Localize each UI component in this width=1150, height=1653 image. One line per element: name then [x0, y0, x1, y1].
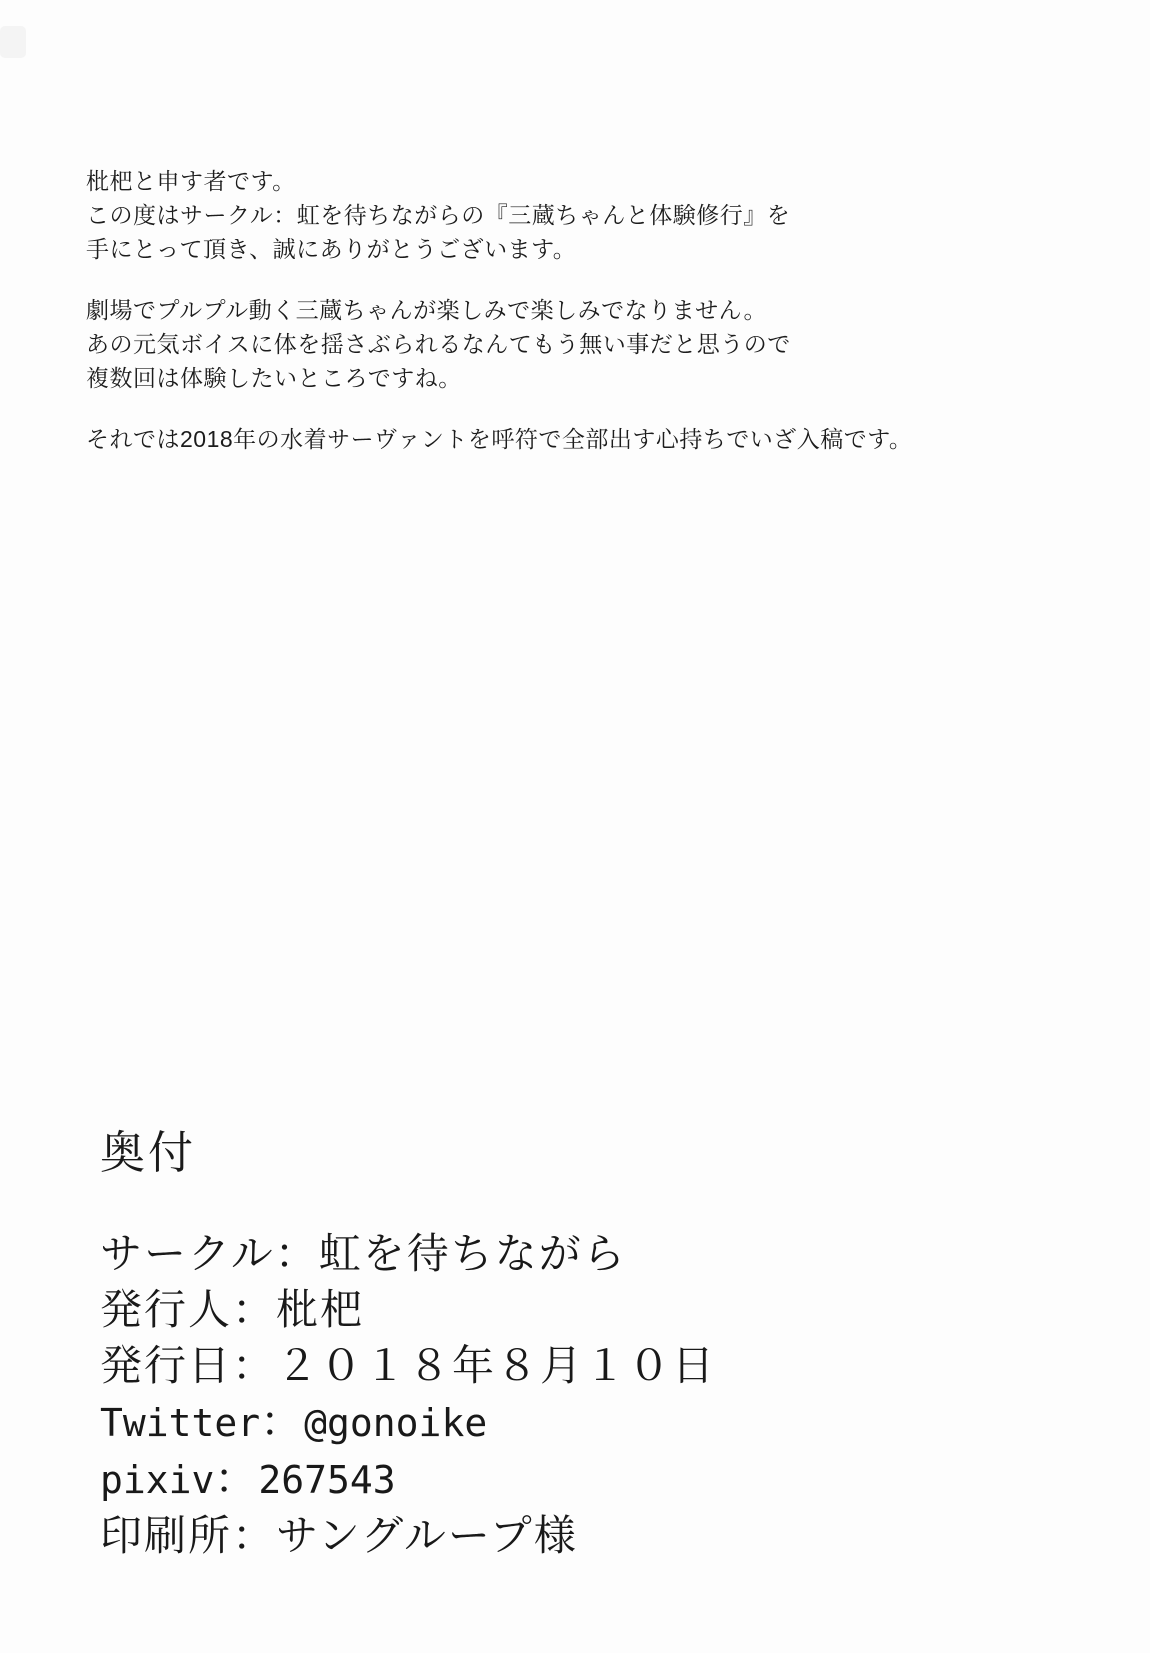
colophon-block	[100, 1226, 716, 1564]
afterword-line: この度はサークル：虹を待ちながらの『三蔵ちゃんと体験修行』を	[86, 202, 791, 228]
colophon-separator: ：	[232, 1286, 277, 1333]
colophon-value: ２０１８年８月１０日	[276, 1342, 717, 1389]
afterword-line: 劇場でプルプル動く三蔵ちゃんが楽しみで楽しみでなりません。	[86, 297, 768, 323]
colophon-value: 枇杷	[276, 1286, 365, 1333]
colophon-row-twitter	[100, 1394, 716, 1451]
colophon-separator: ：	[232, 1342, 277, 1389]
colophon-label: pixiv	[100, 1458, 215, 1502]
colophon-row-printer	[100, 1508, 716, 1564]
colophon-label: サークル	[100, 1230, 275, 1277]
afterword-line: 複数回は体験したいところですね。	[86, 365, 462, 391]
colophon-label: Twitter	[100, 1401, 261, 1445]
colophon-row-circle	[100, 1226, 716, 1282]
colophon-label: 発行日	[100, 1342, 233, 1389]
colophon-separator: ：	[274, 1230, 319, 1277]
colophon-row-pixiv	[100, 1451, 716, 1508]
afterword-paragraph-3	[86, 422, 912, 456]
colophon-heading: 奥付	[100, 1127, 197, 1178]
colophon-separator: ：	[260, 1398, 305, 1445]
colophon-separator: ：	[232, 1512, 277, 1559]
afterword-line: あの元気ボイスに体を揺さぶられるなんてもう無い事だと思うので	[86, 331, 791, 357]
afterword-line: それでは2018年の水着サーヴァントを呼符で全部出す心持ちでいざ入稿です。	[86, 426, 913, 452]
colophon-row-publisher	[100, 1282, 716, 1338]
afterword-line: 枇杷と申す者です。	[86, 168, 296, 194]
afterword-paragraph-2	[86, 293, 912, 395]
colophon-label: 印刷所	[100, 1512, 233, 1559]
afterword-text	[86, 164, 912, 456]
afterword-line: 手にとって頂き、誠にありがとうございます。	[86, 236, 577, 262]
scan-smudge	[0, 26, 26, 58]
colophon-value: 267543	[258, 1458, 396, 1502]
colophon-value: 虹を待ちながら	[318, 1230, 627, 1277]
colophon-value: サングループ様	[276, 1512, 578, 1559]
colophon-label: 発行人	[100, 1286, 233, 1333]
afterword-paragraph-1	[86, 164, 912, 266]
colophon-row-date	[100, 1338, 716, 1394]
colophon-separator: ：	[214, 1455, 259, 1502]
colophon-value: @gonoike	[304, 1401, 488, 1445]
